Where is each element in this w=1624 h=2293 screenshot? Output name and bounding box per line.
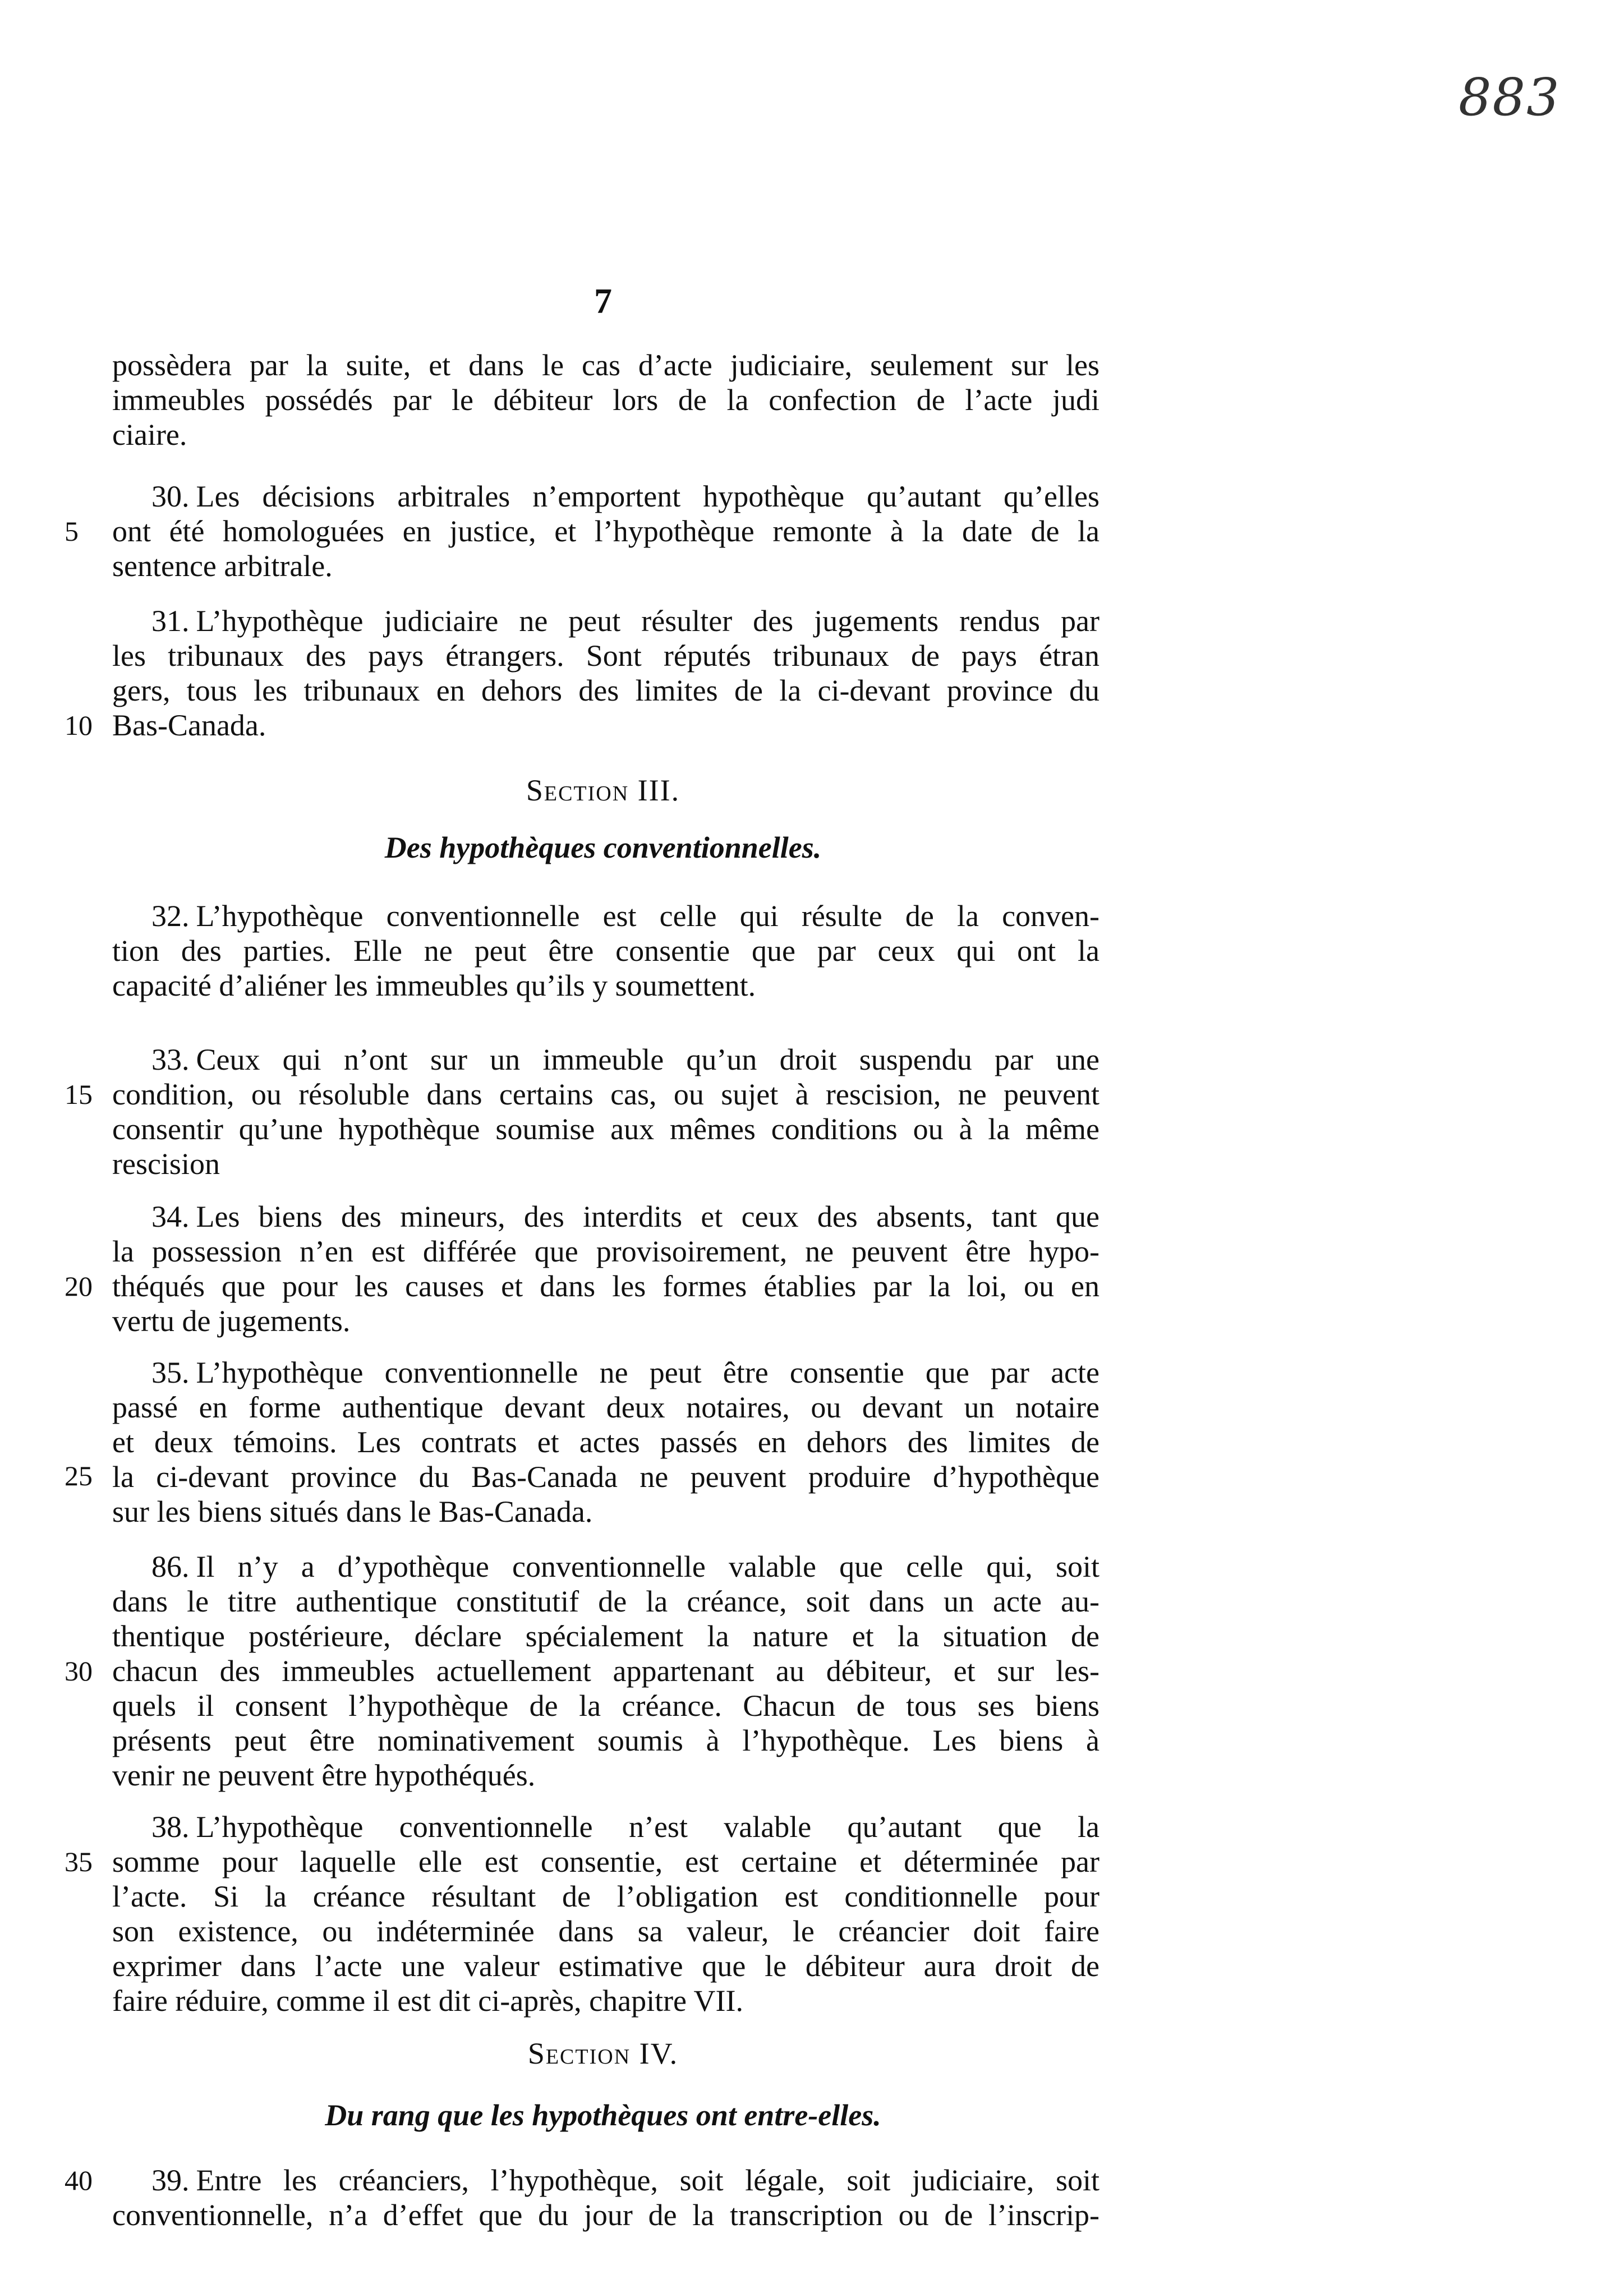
text-line: rescision bbox=[112, 1147, 220, 1181]
text-line: présents peut être nominativement soumis à l’hypothèque. Les biens à bbox=[112, 1724, 1099, 1757]
text-line: ont été homologuées en justice, et l’hypothèque remonte à la date de la bbox=[112, 514, 1099, 548]
section-title: Du rang que les hypothèques ont entre-elles. bbox=[325, 2098, 881, 2132]
line-number: 5 bbox=[65, 515, 79, 547]
article-number: 32. bbox=[151, 899, 190, 933]
page-number: 7 bbox=[594, 281, 612, 321]
text-line: L’hypothèque conventionnelle n’est valable qu’autant que la bbox=[196, 1810, 1099, 1844]
text-line: sur les biens situés dans le Bas-Canada. bbox=[112, 1495, 593, 1528]
article-number: 30. bbox=[151, 480, 190, 513]
text-line: exprimer dans l’acte une valeur estimative que le débiteur aura droit de bbox=[112, 1949, 1099, 1983]
text-line: ciaire. bbox=[112, 418, 187, 452]
article-number: 39. bbox=[151, 2163, 190, 2197]
article-number: 31. bbox=[151, 604, 190, 638]
text-line: conventionnelle, n’a d’effet que du jour de la transcription ou de l’inscrip- bbox=[112, 2198, 1099, 2232]
text-line: sentence arbitrale. bbox=[112, 549, 333, 583]
article-number: 35. bbox=[151, 1356, 190, 1389]
text-line: Les décisions arbitrales n’emportent hypothèque qu’autant qu’elles bbox=[196, 480, 1099, 513]
section-heading: Section IV. bbox=[527, 2037, 679, 2070]
article-39 bbox=[112, 2163, 1099, 2232]
text-line: son existence, ou indéterminée dans sa valeur, le créancier doit faire bbox=[112, 1914, 1099, 1948]
line-number: 15 bbox=[65, 1079, 93, 1110]
text-line: passé en forme authentique devant deux notaires, ou devant un notaire bbox=[112, 1390, 1099, 1424]
text-line: l’acte. Si la créance résultant de l’obligation est conditionnelle pour bbox=[112, 1880, 1099, 1913]
text-line: venir ne peuvent être hypothéqués. bbox=[112, 1758, 536, 1792]
text-line: somme pour laquelle elle est consentie, est certaine et déterminée par bbox=[112, 1845, 1099, 1878]
article-number: 34. bbox=[151, 1200, 190, 1233]
text-line: gers, tous les tribunaux en dehors des limites de la ci-devant province du bbox=[112, 674, 1099, 707]
text-line: faire réduire, comme il est dit ci-après, chapitre VII. bbox=[112, 1984, 744, 2018]
line-number: 30 bbox=[65, 1655, 93, 1687]
line-number: 10 bbox=[65, 710, 93, 741]
article-31 bbox=[112, 604, 1099, 743]
text-line: quels il consent l’hypothèque de la créance. Chacun de tous ses biens bbox=[112, 1689, 1099, 1723]
article-number: 38. bbox=[151, 1810, 190, 1844]
text-line: Il n’y a d’ypothèque conventionnelle valable que celle qui, soit bbox=[196, 1550, 1099, 1583]
text-line: tion des parties. Elle ne peut être consentie que par ceux qui ont la bbox=[112, 934, 1099, 968]
text-line: Ceux qui n’ont sur un immeuble qu’un droit suspendu par une bbox=[196, 1043, 1099, 1076]
text-line: consentir qu’une hypothèque soumise aux mêmes conditions ou à la même bbox=[112, 1112, 1099, 1146]
text-line: thentique postérieure, déclare spécialement la nature et la situation de bbox=[112, 1619, 1099, 1653]
article-34 bbox=[112, 1199, 1099, 1338]
text-line: L’hypothèque conventionnelle est celle qui résulte de la conven- bbox=[196, 899, 1099, 933]
text-line: vertu de jugements. bbox=[112, 1304, 351, 1338]
text-line: Entre les créanciers, l’hypothèque, soit légale, soit judiciaire, soit bbox=[196, 2163, 1099, 2197]
article-number: 86. bbox=[151, 1550, 190, 1583]
text-line: et deux témoins. Les contrats et actes passés en dehors des limites de bbox=[112, 1425, 1099, 1459]
folio-number: 883 bbox=[1459, 67, 1561, 127]
text-line: Bas-Canada. bbox=[112, 708, 266, 742]
text-line: immeubles possédés par le débiteur lors de la confection de l’acte judi bbox=[112, 383, 1099, 417]
text-line: possèdera par la suite, et dans le cas d’acte judiciaire, seulement sur les bbox=[112, 348, 1099, 382]
article-38 bbox=[112, 1809, 1099, 2018]
text-line: capacité d’aliéner les immeubles qu’ils y soumettent. bbox=[112, 969, 756, 1002]
text-line: L’hypothèque conventionnelle ne peut être consentie que par acte bbox=[196, 1356, 1099, 1389]
section-heading: Section III. bbox=[526, 773, 680, 807]
text-line: les tribunaux des pays étrangers. Sont réputés tribunaux de pays étran bbox=[112, 639, 1099, 673]
line-number: 35 bbox=[65, 1846, 93, 1877]
text-line: théqués que pour les causes et dans les formes établies par la loi, ou en bbox=[112, 1269, 1099, 1303]
article-number: 33. bbox=[151, 1043, 190, 1076]
article-35 bbox=[112, 1355, 1099, 1529]
line-number: 40 bbox=[65, 2165, 93, 2196]
text-line: Les biens des mineurs, des interdits et ceux des absents, tant que bbox=[196, 1200, 1099, 1233]
text-line: condition, ou résoluble dans certains cas, ou sujet à rescision, ne peuvent bbox=[112, 1078, 1099, 1111]
text-line: dans le titre authentique constitutif de la créance, soit dans un acte au- bbox=[112, 1585, 1099, 1618]
text-line: chacun des immeubles actuellement appartenant au débiteur, et sur les- bbox=[112, 1654, 1099, 1688]
line-number: 25 bbox=[65, 1460, 93, 1491]
line-number: 20 bbox=[65, 1270, 93, 1302]
article-32 bbox=[112, 899, 1099, 1003]
text-line: la possession n’en est différée que provisoirement, ne peuvent être hypo- bbox=[112, 1235, 1099, 1268]
text-line: L’hypothèque judiciaire ne peut résulter des jugements rendus par bbox=[196, 604, 1099, 638]
section-title: Des hypothèques conventionnelles. bbox=[384, 831, 822, 864]
article-30 bbox=[112, 479, 1099, 583]
text-line: la ci-devant province du Bas-Canada ne peuvent produire d’hypothèque bbox=[112, 1460, 1099, 1494]
paragraph-continuation bbox=[112, 348, 1099, 452]
article-33 bbox=[112, 1042, 1099, 1181]
article-36 bbox=[112, 1549, 1099, 1793]
